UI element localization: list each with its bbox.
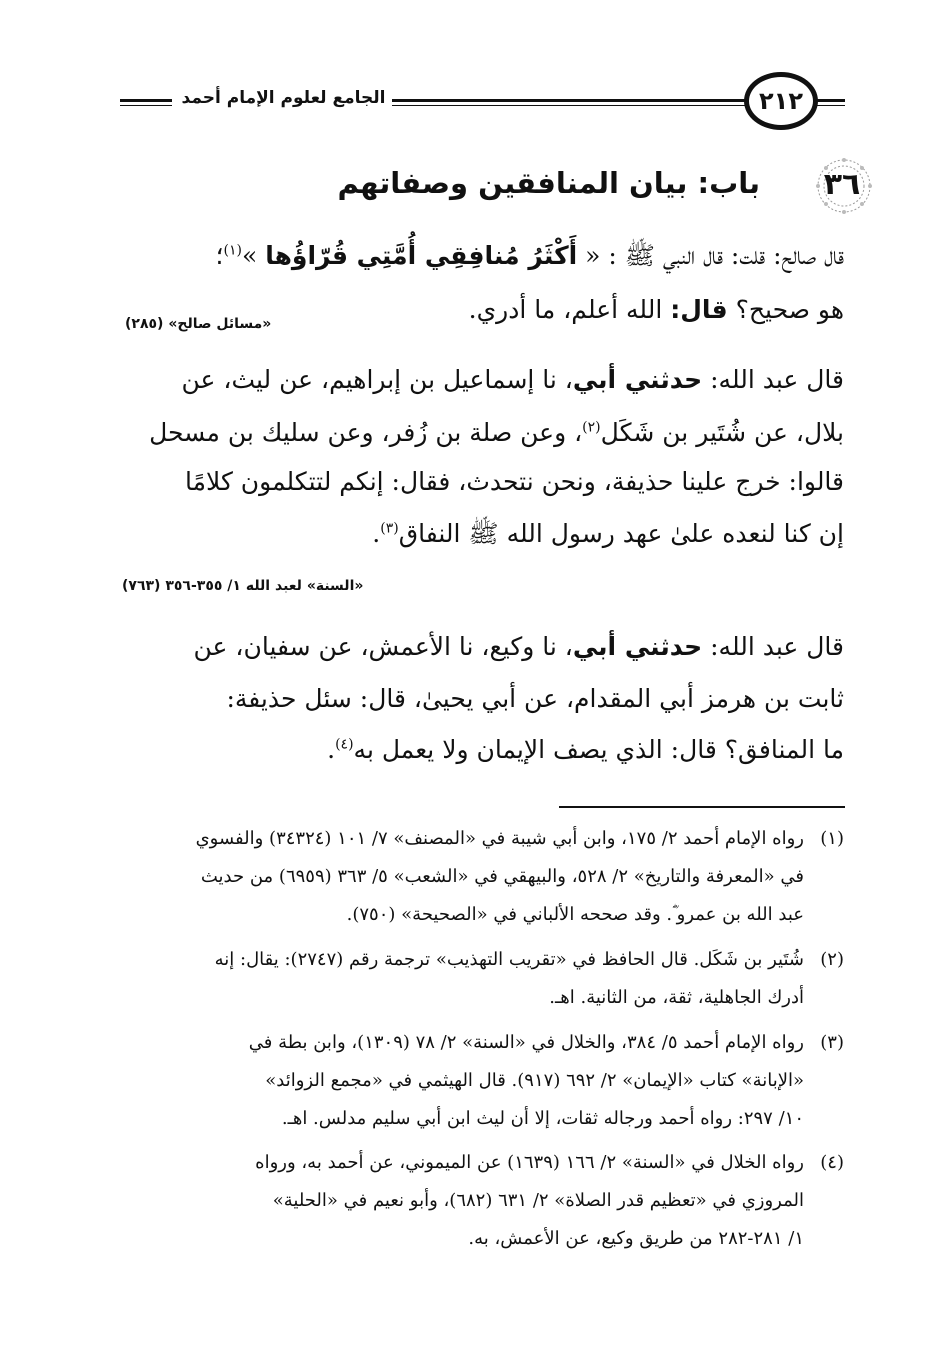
text-run: الله أعلم، ما أدري. xyxy=(468,295,671,324)
footnote-1-line3: عبد الله بن عمرو ؓ. وقد صححه الألباني في «الصحيحة» (٧٥٠). xyxy=(346,904,804,925)
para3-line3 xyxy=(100,735,844,764)
footnote-ref-2[interactable]: (٢) xyxy=(582,419,601,436)
footnote-4-line1: رواه الخلال في «السنة» ٢/ ١٦٦ (١٦٣٩) عن الميموني، عن أحمد به، ورواه xyxy=(255,1152,804,1173)
text-run: قال عبد الله: xyxy=(702,365,844,394)
footnote-3-line1: رواه الإمام أحمد ٥/ ٣٨٤، والخلال في «السنة» ٢/ ٧٨ (١٣٠٩)، وابن بطة في xyxy=(248,1032,804,1053)
footnote-3-line2: «الإبانة» كتاب «الإيمان» ٢/ ٦٩٢ (٩١٧). قال الهيثمي في «مجمع الزوائد» xyxy=(265,1070,804,1091)
text-run: ما المنافق؟ قال: الذي يصف الإيمان ولا يعمل به xyxy=(353,735,844,764)
text-run: ، وعن صلة بن زُفر، وعن سليك بن مسحل xyxy=(149,418,583,447)
header-rule-right-thin xyxy=(817,105,845,106)
page-number: ٢١٢ xyxy=(744,72,818,130)
footnote-2-line1: شُتَير بن شَكَل. قال الحافظ في «تقريب التهذيب» ترجمة رقم (٢٧٤٧): يقال: إنه xyxy=(214,949,804,970)
footnote-1-line1: رواه الإمام أحمد ٢/ ١٧٥، وابن أبي شيبة في «المصنف» ٧/ ١٠١ (٣٤٣٢٤) والفسوي xyxy=(195,828,804,849)
source-citation-2: «السنة» لعبد الله ١/ ٣٥٥-٣٥٦ (٧٦٣) xyxy=(122,578,364,594)
bold-qala: قال: xyxy=(670,295,728,324)
footnote-ref-4[interactable]: (٤) xyxy=(335,736,354,753)
text-run: » xyxy=(241,241,266,270)
para3-line2: ثابت بن هرمز أبي المقدام، عن أبي يحيىٰ، قال: سئل حذيفة: xyxy=(226,684,844,713)
text-run: ؛ xyxy=(215,241,224,270)
source-citation-1: «مسائل صالح» (٢٨٥) xyxy=(125,316,272,332)
para1-line1 xyxy=(100,240,844,277)
para2-line3: قالوا: خرج علينا حذيفة، ونحن نتحدث، فقال: إنكم لتتكلمون كلامًا xyxy=(185,467,844,496)
para3-line1 xyxy=(100,632,844,661)
footnote-ref-3[interactable]: (٣) xyxy=(380,520,399,537)
text-run: ، نا إسماعيل بن إبراهيم، عن ليث، عن xyxy=(181,365,573,394)
footnote-ref-1[interactable]: (١) xyxy=(223,242,242,259)
header-rule-middle xyxy=(392,99,745,102)
bold-haddathani: حدثني أبي xyxy=(572,365,703,394)
hadith-quote: أَكْثَرُ مُنافِقِي أُمَّتِي قُرّاؤُها xyxy=(265,241,578,270)
footnote-number: (٤) xyxy=(820,1152,844,1173)
chapter-number: ٣٦ xyxy=(823,167,861,202)
text-run: ، نا وكيع، نا الأعمش، عن سفيان، عن xyxy=(193,632,573,661)
footnote-1-line2: في «المعرفة والتاريخ» ٢/ ٥٢٨، والبيهقي في «الشعب» ٥/ ٣٦٣ (٦٩٥٩) من حديث xyxy=(200,866,804,887)
text-run: بلال، عن شُتَير بن شَكَل xyxy=(600,418,844,447)
bold-haddathani: حدثني أبي xyxy=(572,632,703,661)
footnote-number: (٣) xyxy=(820,1032,844,1053)
footnote-2-line2: أدرك الجاهلية، ثقة، من الثانية. اهـ. xyxy=(549,987,804,1008)
text-run: . xyxy=(372,519,381,548)
text-run: إن كنا لنعده علىٰ عهد رسول الله ﷺ النفاق xyxy=(398,519,844,548)
text-run: هو صحيح؟ xyxy=(727,295,844,324)
footnote-4-line3: ١/ ٢٨١-٢٨٢ من طريق وكيع، عن الأعمش، به. xyxy=(468,1228,804,1249)
footnote-separator xyxy=(559,806,845,808)
para2-line1 xyxy=(100,365,844,394)
footnote-3-line3: ١٠/ ٢٩٧: رواه أحمد ورجاله ثقات، إلا أن ليث ابن أبي سليم مدلس. اهـ. xyxy=(281,1108,804,1129)
text-run: قال عبد الله: xyxy=(702,632,844,661)
header-rule-middle-thin xyxy=(392,105,745,106)
footnote-number: (١) xyxy=(820,828,844,849)
running-title: الجامع لعلوم الإمام أحمد xyxy=(181,88,386,108)
para2-line4 xyxy=(100,518,844,555)
para2-line2 xyxy=(100,418,844,447)
header-rule-right xyxy=(817,99,845,102)
text-run: . xyxy=(327,735,336,764)
footnote-number: (٢) xyxy=(820,949,844,970)
header-rule-left xyxy=(120,99,172,102)
header-rule-left-thin xyxy=(120,105,172,106)
chapter-title: باب: بيان المنافقين وصفاتهم xyxy=(337,166,760,200)
footnote-4-line2: المروزي في «تعظيم قدر الصلاة» ٢/ ٦٣١ (٦٨٢)، وأبو نعيم في «الحلية» xyxy=(272,1190,804,1211)
text-run: قال صالح: قلت: قال النبي ﷺ : « xyxy=(577,241,844,270)
